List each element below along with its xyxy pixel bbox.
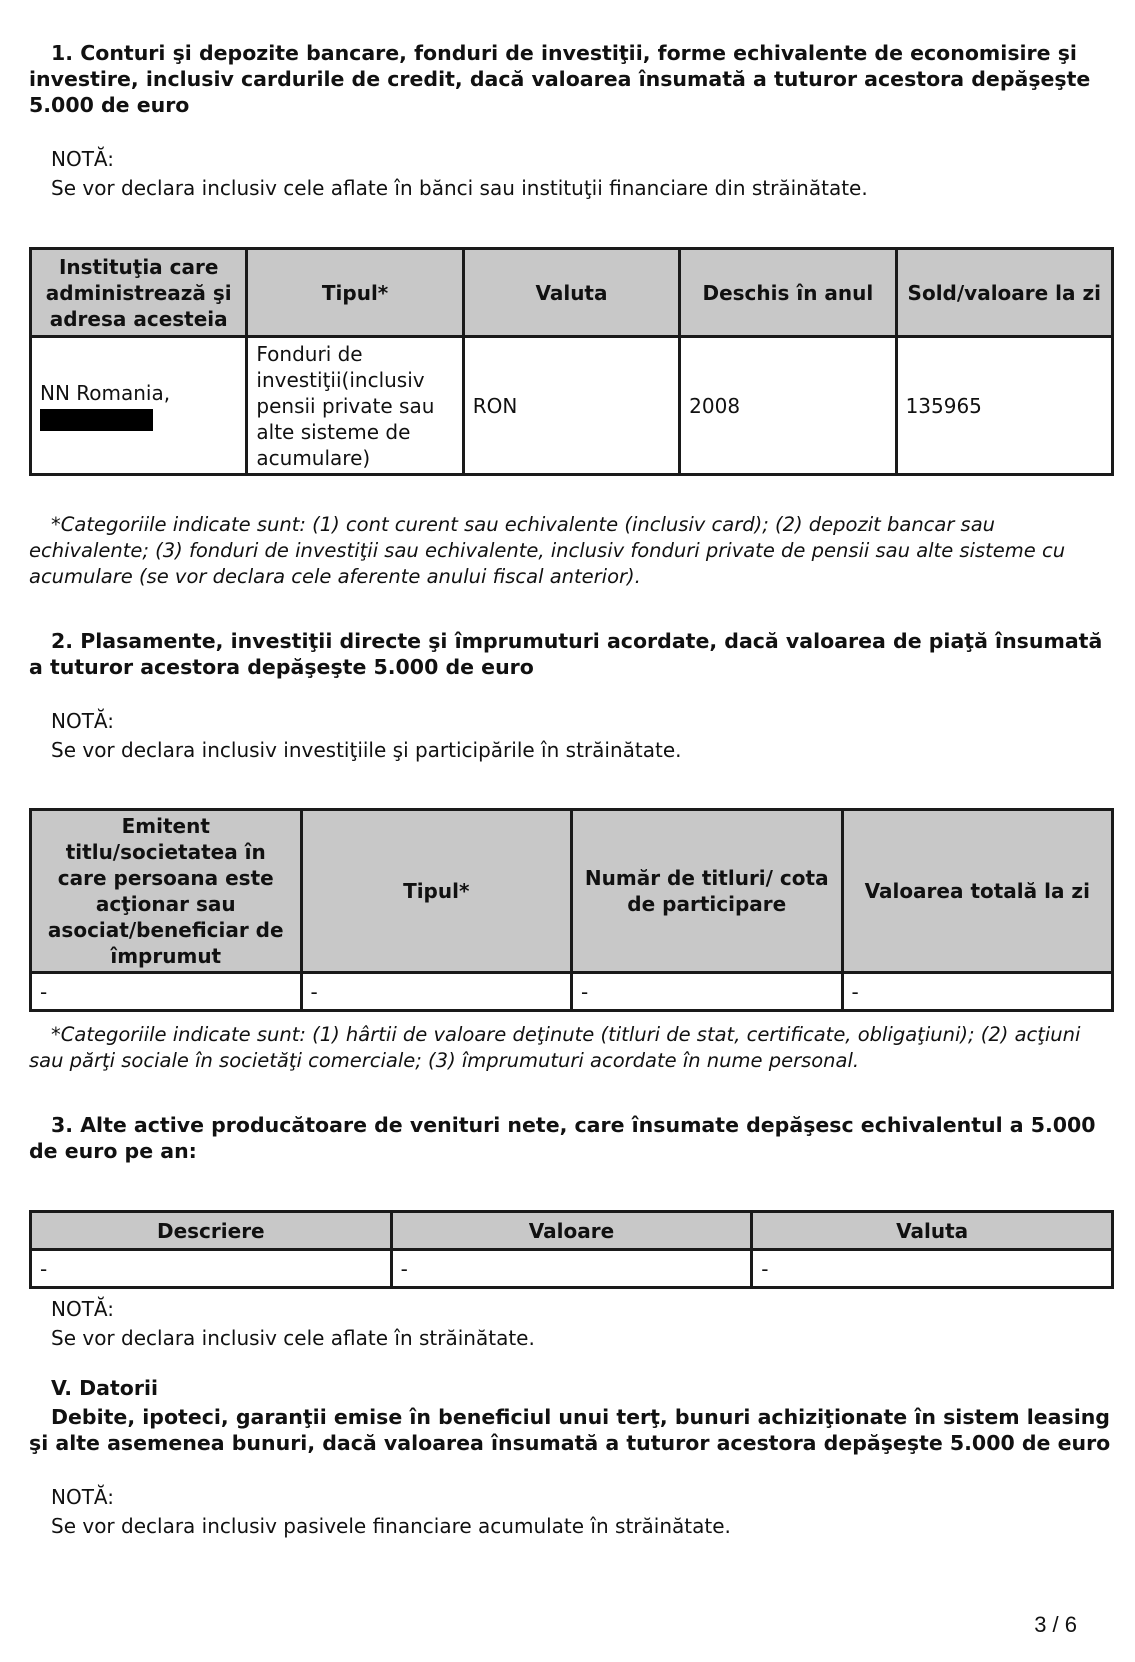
document-page: [29, 40, 1114, 1541]
table2-cell-total-value: -: [842, 973, 1113, 1011]
table3-cell-value: -: [391, 1250, 752, 1288]
section5-note-label: NOTĂ:: [51, 1485, 114, 1509]
section1-footnote: *Categoriile indicate sunt: (1) cont curent sau echivalente (inclusiv card); (2) depozit bancar sau echivalente; (3) fonduri de investiţii sau echivalente, inclusiv fonduri private de pensii sau alte sisteme cu acumulare (se vor declara cele aferente anului fiscal anterior).: [29, 513, 1066, 588]
table1-cell-institution: [31, 337, 247, 475]
bank-accounts-table: [29, 247, 1114, 476]
page-number: 3 / 6: [1034, 1612, 1077, 1637]
table-row: [31, 973, 1113, 1011]
redacted-address: [40, 409, 153, 431]
table1-header-balance: Sold/valoare la zi: [896, 249, 1112, 337]
investments-table: [29, 808, 1114, 1012]
section1-note-text: Se vor declara inclusiv cele aflate în bănci sau instituţii financiare din străinătate.: [51, 176, 868, 200]
table3-cell-currency: -: [752, 1250, 1113, 1288]
section3-heading: 3. Alte active producătoare de venituri nete, care însumate depăşesc echivalentul a 5.000 de euro pe an:: [29, 1113, 1096, 1163]
table1-cell-opened: 2008: [680, 337, 896, 475]
table2-header-total-value: Valoarea totală la zi: [842, 810, 1113, 973]
section5-note-text: Se vor declara inclusiv pasivele financiare acumulate în străinătate.: [51, 1514, 731, 1538]
other-assets-table: [29, 1210, 1114, 1289]
table3-header-value: Valoare: [391, 1212, 752, 1250]
table-row: [31, 337, 1113, 475]
section1-heading: 1. Conturi şi depozite bancare, fonduri de investiţii, forme echivalente de economisire şi investire, inclusiv cardurile de credit, dacă valoarea însumată a tuturor acestora depăşeşte 5.000 de euro: [29, 41, 1091, 117]
section2-note-text: Se vor declara inclusiv investiţiile şi participările în străinătate.: [51, 738, 682, 762]
table1-cell-balance: 135965: [896, 337, 1112, 475]
section5-heading: Debite, ipoteci, garanţii emise în beneficiul unui terţ, bunuri achiziţionate în sistem leasing şi alte asemenea bunuri, dacă valoarea însumată a tuturor acestora depăşeşte 5.000 de euro: [29, 1405, 1111, 1455]
table2-cell-count: -: [572, 973, 843, 1011]
table1-header-institution: Instituţia care administrează şi adresa acesteia: [31, 249, 247, 337]
section3-note-label: NOTĂ:: [51, 1297, 114, 1321]
section1-note-label: NOTĂ:: [51, 147, 114, 171]
table2-header-type: Tipul*: [301, 810, 572, 973]
table1-cell-type: Fonduri de investiţii(inclusiv pensii private sau alte sisteme de acumulare): [247, 337, 463, 475]
table1-header-type: Tipul*: [247, 249, 463, 337]
table3-header-description: Descriere: [31, 1212, 392, 1250]
table2-cell-type: -: [301, 973, 572, 1011]
section3-note-text: Se vor declara inclusiv cele aflate în străinătate.: [51, 1326, 535, 1350]
table2-header-count: Număr de titluri/ cota de participare: [572, 810, 843, 973]
table1-cell-currency: RON: [463, 337, 679, 475]
table2-cell-issuer: -: [31, 973, 302, 1011]
table2-header-issuer: Emitent titlu/societatea în care persoana este acţionar sau asociat/beneficiar de împrumut: [31, 810, 302, 973]
table3-header-currency: Valuta: [752, 1212, 1113, 1250]
section2-note-label: NOTĂ:: [51, 709, 114, 733]
institution-name: NN Romania,: [40, 380, 171, 405]
section2-heading: 2. Plasamente, investiţii directe şi împrumuturi acordate, dacă valoarea de piaţă însumată a tuturor acestora depăşeşte 5.000 de euro: [29, 629, 1103, 679]
section2-footnote: *Categoriile indicate sunt: (1) hârtii de valoare deţinute (titluri de stat, certificate, obligaţiuni); (2) acţiuni sau părţi sociale în societăţi comerciale; (3) împrumuturi acordate în nume personal.: [29, 1023, 1081, 1072]
section5-title: V. Datorii: [51, 1376, 159, 1400]
table3-cell-description: -: [31, 1250, 392, 1288]
table-row: [31, 1250, 1113, 1288]
table1-header-currency: Valuta: [463, 249, 679, 337]
table1-header-opened: Deschis în anul: [680, 249, 896, 337]
